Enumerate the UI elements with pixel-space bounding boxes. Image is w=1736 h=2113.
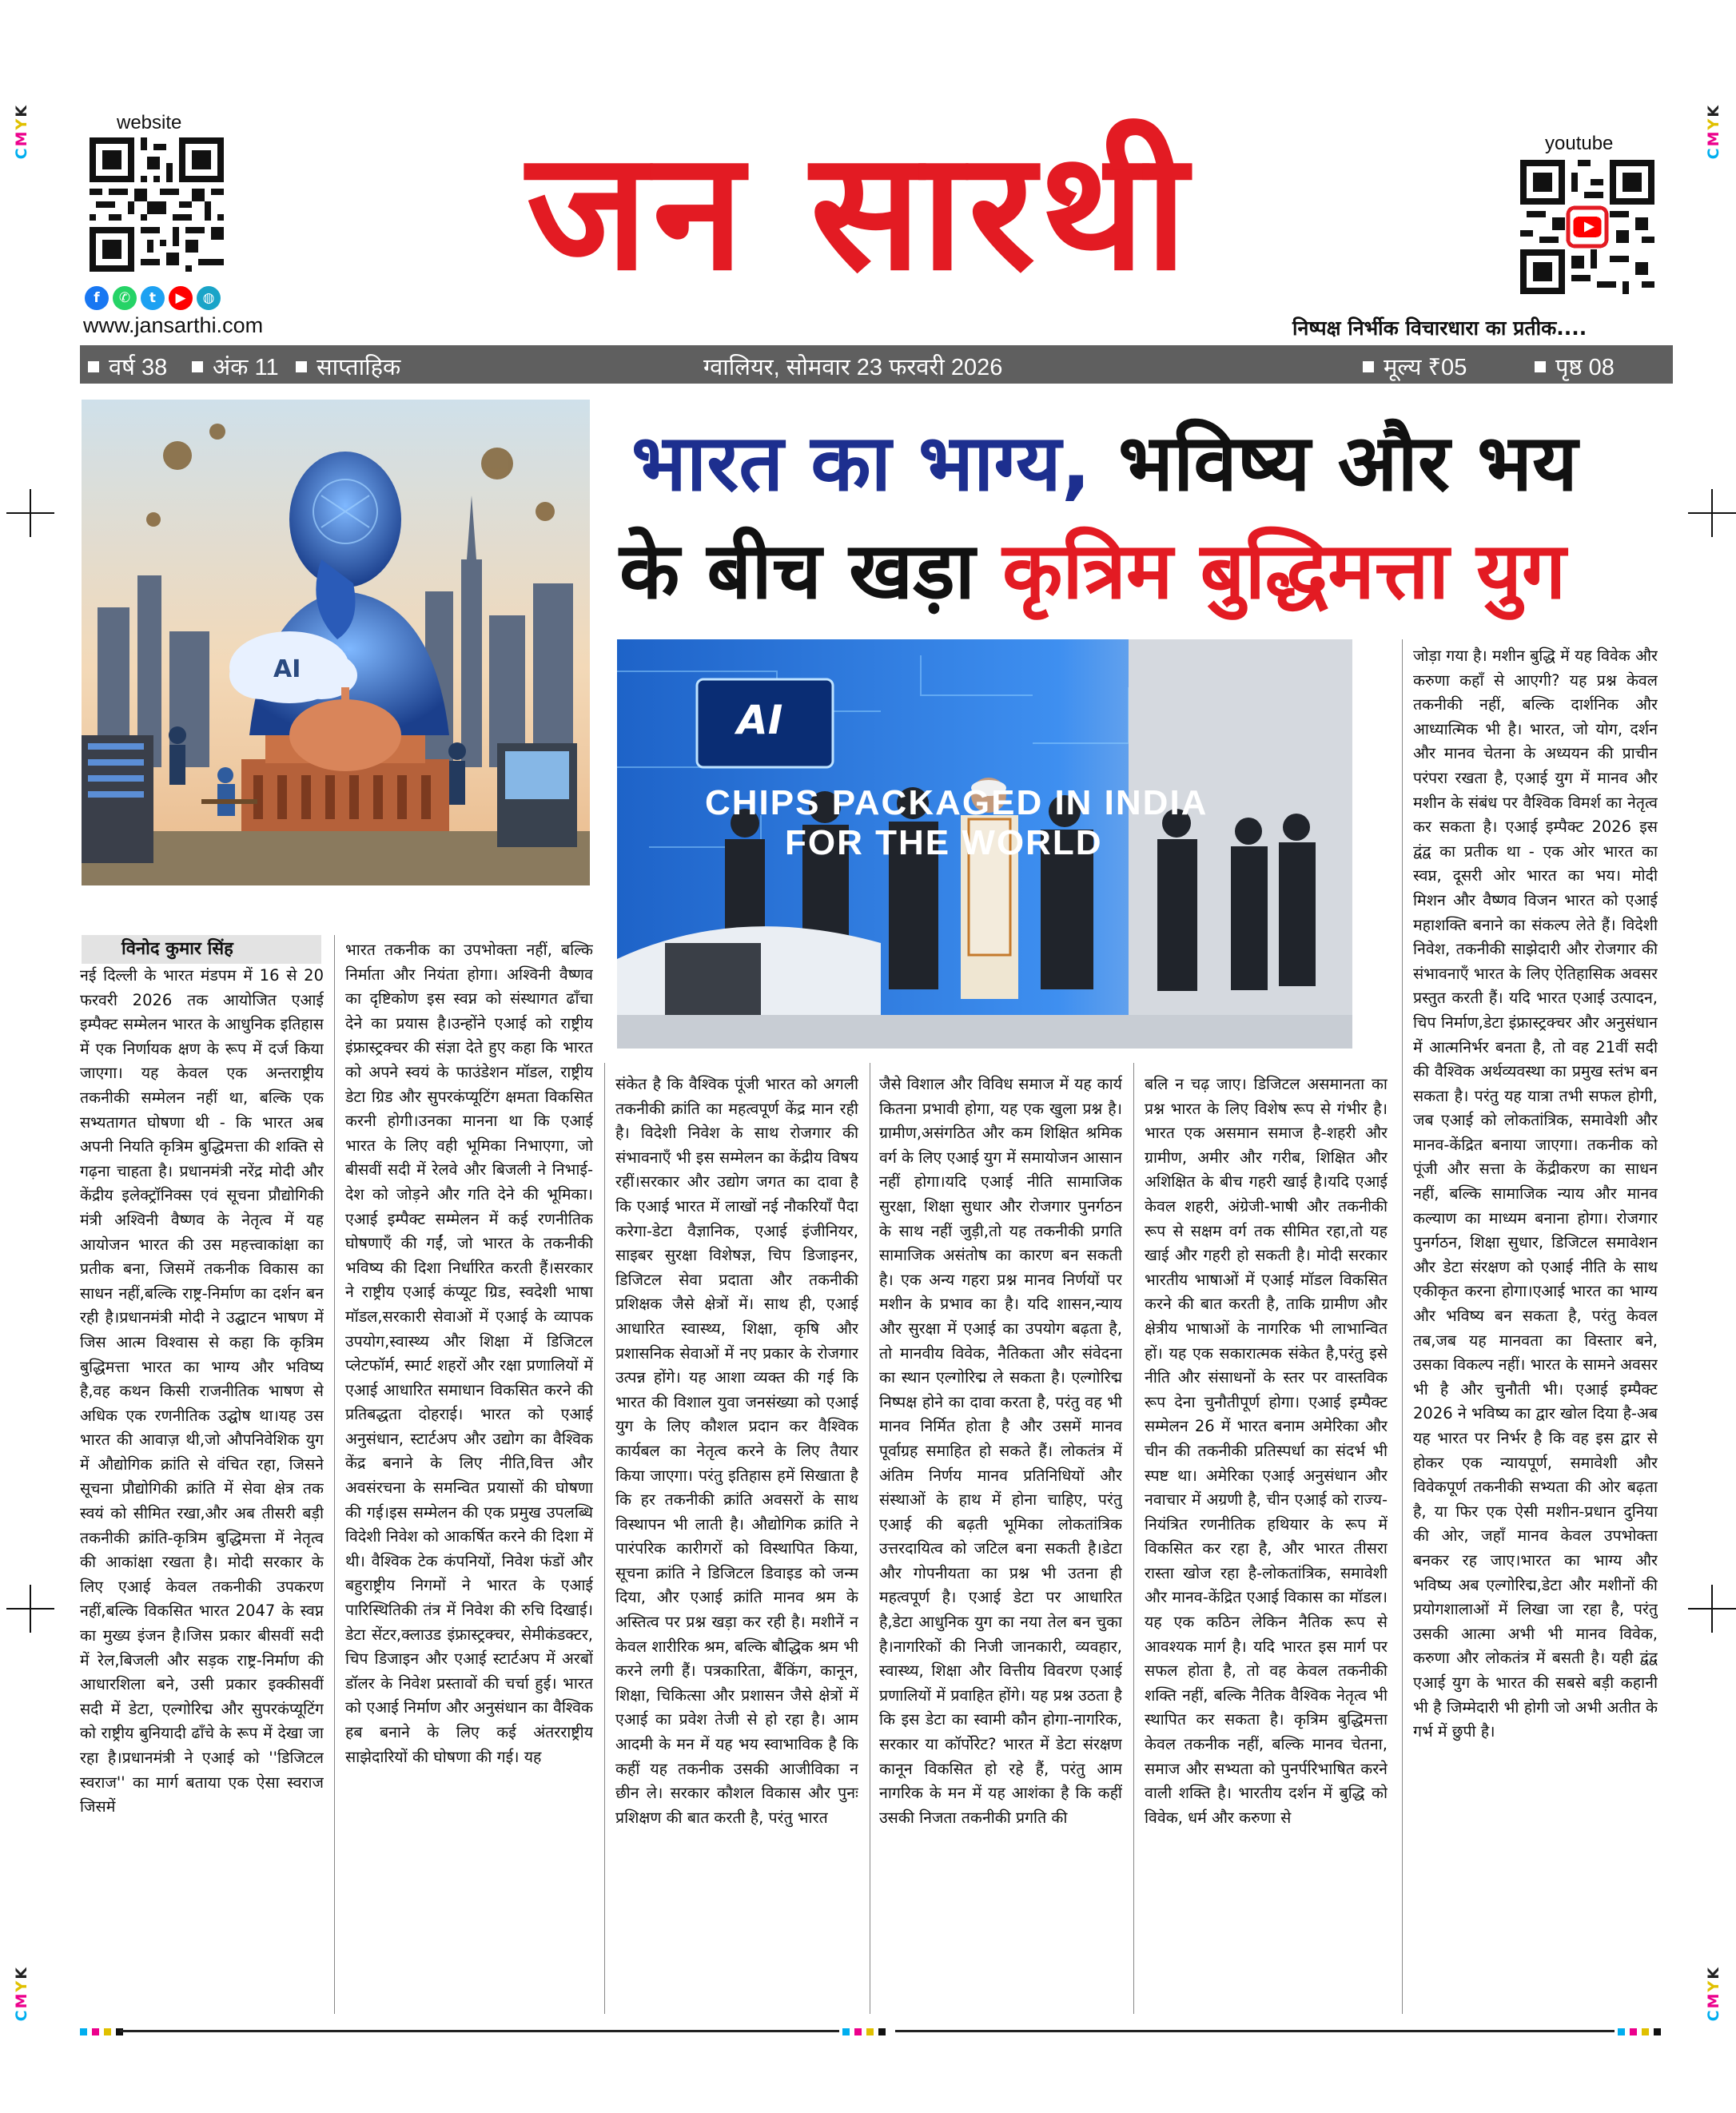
headline-line-2	[619, 519, 1674, 623]
twitter-icon[interactable]: t	[141, 286, 165, 310]
headline-part-black: भविष्य और भय	[1118, 418, 1578, 509]
cmyk-mark-bottom-left: CMYK	[13, 1966, 30, 2022]
tagline: निष्पक्ष निर्भीक विचारधारा का प्रतीक....	[1292, 316, 1587, 340]
cmyk-mark-bottom-right: CMYK	[1705, 1966, 1722, 2022]
newspaper-title: जन सारथी	[526, 117, 1193, 307]
photo-banner-line-2: FOR THE WORLD	[785, 823, 1103, 862]
headline-line-1	[631, 412, 1670, 515]
bottom-rule	[120, 2030, 839, 2032]
youtube-icon[interactable]: ▶	[169, 286, 193, 310]
frequency-info: साप्ताहिक	[296, 351, 400, 382]
bottom-rule	[895, 2030, 1615, 2032]
cmyk-mark-top-right: CMYK	[1705, 104, 1722, 160]
article-column-5: बलि न चढ़ जाए। डिजिटल असमानता का प्रश्न भारत के लिए विशेष रूप से गंभीर है। भारत एक असमान समाज है-शहरी और ग्रामीण, अमीर और गरीब, शिक्षित और अशिक्षित के बीच गहरी खाई है।यदि एआई केवल शहरी, अंग्रेजी-भाषी और तकनीकी रूप से सक्षम वर्ग तक सीमित रहा,तो यह खाई और गहरी हो सकती है। मोदी सरकार भारतीय भाषाओं में एआई मॉडल विकसित करने की बात करती है, ताकि ग्रामीण और क्षेत्रीय भाषाओं के नागरिक भी लाभान्वित हों। यह एक सकारात्मक संकेत है,परंतु इसे नीति और संसाधनों के स्तर पर वास्तविक रूप देना चुनौतीपूर्ण होगा। एआई इम्पैक्ट सम्मेलन 26 में भारत बनाम अमेरिका और चीन की तकनीकी प्रतिस्पर्धा का संदर्भ भी स्पष्ट था। अमेरिका एआई अनुसंधान और नवाचार में अग्रणी है, चीन एआई को राज्य-नियंत्रित रणनीतिक हथियार के रूप में विकसित कर रहा है, और भारत तीसरा रास्ता खोज रहा है-लोकतांत्रिक, समावेशी और मानव-केंद्रित एआई विकास का मॉडल। यह एक कठिन लेकिन नैतिक रूप से आवश्यक मार्ग है। यदि भारत इस मार्ग पर सफल होता है, तो वह केवल तकनीकी शक्ति नहीं, बल्कि नैतिक वैश्विक नेतृत्व भी स्थापित कर सकता है। कृत्रिम बुद्धिमत्ता केवल तकनीक नहीं, बल्कि मानव चेतना, समाज और सभ्यता को पुनर्परिभाषित करने वाली शक्ति है। भारतीय दर्शन में बुद्धि को विवेक, धर्म और करुणा से	[1145, 1075, 1388, 1827]
youtube-label: youtube	[1545, 133, 1614, 154]
social-icons	[85, 286, 221, 310]
column-divider	[334, 935, 335, 2014]
headline-part-blue: भारत का भाग्य,	[631, 418, 1091, 509]
website-qr-code[interactable]	[90, 137, 224, 272]
pages-info: पृष्ठ 08	[1535, 351, 1615, 382]
issue-info: अंक 11	[192, 351, 279, 382]
color-bar-center	[842, 2028, 886, 2035]
headline-part-red: कृत्रिम बुद्धिमत्ता युग	[1002, 526, 1567, 617]
registration-mark	[6, 489, 54, 537]
year-info: वर्ष 38	[88, 351, 167, 382]
photo-ai-sign: AI	[737, 697, 783, 743]
ai-cloud-badge: AI	[273, 655, 301, 683]
issue-info-bar	[80, 345, 1673, 384]
article-column-6: जोड़ा गया है। मशीन बुद्धि में यह विवेक और करुणा कहाँ से आएगी? यह प्रश्न केवल तकनीकी नहीं, बल्कि दार्शनिक और आध्यात्मिक भी है। भारत, जो योग, दर्शन और मानव चेतना के अध्ययन की प्राचीन परंपरा रखता है, एआई युग में मानव और मशीन के संबंध पर वैश्विक विमर्श का नेतृत्व कर सकता है। एआई इम्पैक्ट 2026 इस द्वंद्व का प्रतीक था - एक ओर भारत का स्वप्न, दूसरी ओर भारत का भय। मोदी मिशन और वैष्णव विजन भारत को एआई महाशक्ति बनाने का संकल्प लेते हैं। विदेशी निवेश, तकनीकी साझेदारी और रोजगार की संभावनाएँ भारत के लिए ऐतिहासिक अवसर प्रस्तुत करती हैं। यदि भारत एआई उत्पादन, चिप निर्माण,डेटा इंफ्रास्ट्रक्चर और अनुसंधान में आत्मनिर्भर बनता है, तो वह 21वीं सदी की वैश्विक अर्थव्यवस्था का प्रमुख स्तंभ बन सकता है। परंतु यह यात्रा तभी सफल होगी, जब एआई को लोकतांत्रिक, समावेशी और मानव-केंद्रित बनाया जाएगा। तकनीक को पूंजी और सत्ता के केंद्रीकरण का साधन नहीं, बल्कि सामाजिक न्याय और मानव कल्याण का माध्यम बनाना होगा। रोजगार पुनर्गठन, शिक्षा सुधार, डिजिटल समावेशन और डेटा संरक्षण को एआई नीति के साथ एकीकृत करना होगा।एआई भारत का भाग्य और भविष्य बन सकता है, परंतु केवल तब,जब यह मानवता का विस्तार बने, उसका विकल्प नहीं। भारत के सामने अवसर भी है और चुनौती भी। एआई इम्पैक्ट 2026 ने भविष्य का द्वार खोल दिया है-अब यह भारत पर निर्भर है कि वह इस द्वार से होकर एक न्यायपूर्ण, समावेशी और विवेकपूर्ण तकनीकी सभ्यता की ओर बढ़ता है, या फिर एक ऐसी मशीन-प्रधान दुनिया की ओर, जहाँ मानव केवल उपभोक्ता बनकर रह जाए।भारत का भाग्य और भविष्य अब एल्गोरिद्म,डेटा और मशीनों की प्रयोगशालाओं में लिखा जा रहा है, परंतु उसकी आत्मा अभी भी मानव विवेक, करुणा और लोकतंत्र में बसती है। यही द्वंद्व एआई युग के भारत की सबसे बड़ी कहानी भी है जिम्मेदारी भी होगी जो अभी अतीत के गर्भ में छुपी है।	[1413, 647, 1658, 1741]
column-divider	[604, 1063, 605, 2014]
color-bar-left	[80, 2028, 123, 2035]
column-divider	[1402, 639, 1403, 2014]
place-date: ग्वालियर, सोमवार 23 फरवरी 2026	[703, 355, 1003, 380]
photo-banner-line-1: CHIPS PACKAGED IN INDIA	[705, 783, 1208, 822]
facebook-icon[interactable]: f	[85, 286, 109, 310]
color-bar-right	[1618, 2028, 1661, 2035]
registration-mark	[6, 1585, 54, 1633]
article-column-1: नई दिल्ली के भारत मंडपम में 16 से 20 फरवरी 2026 तक आयोजित एआई इम्पैक्ट सम्मेलन भारत के आधुनिक इतिहास में एक निर्णायक क्षण के रूप में दर्ज किया जाएगा। यह केवल एक अन्तराष्ट्रीय तकनीकी सम्मेलन नहीं था, बल्कि एक सभ्यतागत घोषणा थी - कि भारत अब अपनी नियति कृत्रिम बुद्धिमत्ता की शक्ति से गढ़ना चाहता है। प्रधानमंत्री नरेंद्र मोदी और केंद्रीय इलेक्ट्रॉनिक्स एवं सूचना प्रौद्योगिकी मंत्री अश्विनी वैष्णव के नेतृत्व में यह आयोजन भारत की उस महत्त्वाकांक्षा का प्रतीक बना, जिसमें तकनीक विकास का साधन नहीं,बल्कि राष्ट्र-निर्माण का दर्शन बन रही है।प्रधानमंत्री मोदी ने उद्घाटन भाषण में जिस आत्म विश्वास से कहा कि कृत्रिम बुद्धिमत्ता भारत का भाग्य और भविष्य है,वह कथन किसी राजनीतिक भाषण से अधिक एक रणनीतिक उद्घोष था।यह उस भारत की आवाज़ थी,जो औपनिवेशिक युग में औद्योगिक क्रांति से वंचित रहा, जिसने सूचना प्रौद्योगिकी क्रांति में सेवा क्षेत्र तक स्वयं को सीमित रखा,और अब तीसरी बड़ी तकनीकी क्रांति-कृत्रिम बुद्धिमत्ता में नेतृत्व की आकांक्षा रखता है। मोदी सरकार के लिए एआई केवल तकनीकी उपकरण नहीं,बल्कि विकसित भारत 2047 के स्वप्न का मुख्य इंजन है।जिस प्रकार बीसवीं सदी में रेल,बिजली और सड़क राष्ट्र-निर्माण की आधारशिला बने, उसी प्रकार इक्कीसवीं सदी में डेटा, एल्गोरिद्म और सुपरकंप्यूटिंग को राष्ट्रीय बुनियादी ढाँचे के रूप में देखा जा रहा है।प्रधानमंत्री ने एआई को ''डिजिटल स्वराज'' का मार्ग बताया एक ऐसा स्वराज जिसमें	[80, 966, 324, 1817]
article-column-4: जैसे विशाल और विविध समाज में यह कार्य कितना प्रभावी होगा, यह एक खुला प्रश्न है। ग्रामीण,असंगठित और कम शिक्षित श्रमिक वर्ग के लिए एआई युग में समायोजन आसान नहीं होगा।यदि एआई नीति सामाजिक सुरक्षा, शिक्षा सुधार और रोजगार पुनर्गठन के साथ नहीं जुड़ी,तो यह तकनीकी प्रगति सामाजिक असंतोष का कारण बन सकती है। एक अन्य गहरा प्रश्न मानव निर्णयों पर मशीन के प्रभाव का है। यदि शासन,न्याय और सुरक्षा में एआई का उपयोग बढ़ता है, तो मानवीय विवेक, नैतिकता और संवेदना का स्थान एल्गोरिद्म ले सकता है। एल्गोरिद्म निष्पक्ष होने का दावा करता है, परंतु वह भी मानव निर्मित होता है और उसमें मानव पूर्वाग्रह समाहित हो सकते हैं। लोकतंत्र में अंतिम निर्णय मानव प्रतिनिधियों और संस्थाओं के हाथ में होना चाहिए, परंतु एआई की बढ़ती भूमिका लोकतांत्रिक उत्तरदायित्व को जटिल बना सकती है।डेटा और गोपनीयता का प्रश्न भी उतना ही महत्वपूर्ण है। एआई डेटा पर आधारित है,डेटा आधुनिक युग का नया तेल बन चुका है।नागरिकों की निजी जानकारी, व्यवहार, स्वास्थ्य, शिक्षा और वित्तीय विवरण एआई प्रणालियों में प्रवाहित होंगे। यह प्रश्न उठता है कि इस डेटा का स्वामी कौन होगा-नागरिक, सरकार या कॉर्पोरेट? भारत में डेटा संरक्षण कानून विकसित हो रहे हैं, परंतु आम नागरिक के मन में यह आशंका है कि कहीं उसकी निजता तकनीकी प्रगति की	[879, 1075, 1122, 1827]
headline-part-black-2: के बीच खड़ा	[619, 526, 976, 617]
price-info: मूल्य ₹05	[1363, 351, 1467, 382]
website-label: website	[117, 112, 182, 133]
ai-illustration	[82, 400, 590, 885]
whatsapp-icon[interactable]: ✆	[113, 286, 137, 310]
column-divider	[1133, 1063, 1134, 2014]
globe-icon[interactable]: ◍	[197, 286, 221, 310]
website-url[interactable]: www.jansarthi.com	[83, 313, 264, 337]
news-photo	[617, 639, 1352, 1049]
article-column-3: संकेत है कि वैश्विक पूंजी भारत को अगली तकनीकी क्रांति का महत्वपूर्ण केंद्र मान रही है। विदेशी निवेश के साथ रोजगार की संभावनाएँ भी इस सम्मेलन का केंद्रीय विषय रहीं।सरकार और उद्योग जगत का दावा है कि एआई भारत में लाखों नई नौकरियाँ पैदा करेगा-डेटा वैज्ञानिक, एआई इंजीनियर, साइबर सुरक्षा विशेषज्ञ, चिप डिजाइनर, डिजिटल सेवा प्रदाता और तकनीकी प्रशिक्षक जैसे क्षेत्रों में। साथ ही, एआई आधारित स्वास्थ्य, शिक्षा, कृषि और प्रशासनिक सेवाओं में नए प्रकार के रोजगार उत्पन्न होंगे। यह आशा व्यक्त की गई कि भारत की विशाल युवा जनसंख्या को एआई युग के लिए कौशल प्रदान कर वैश्विक कार्यबल का नेतृत्व करने के लिए तैयार किया जाएगा। परंतु इतिहास हमें सिखाता है कि हर तकनीकी क्रांति अवसरों के साथ विस्थापन भी लाती है। औद्योगिक क्रांति ने पारंपरिक कारीगरों को विस्थापित किया, सूचना क्रांति ने डिजिटल डिवाइड को जन्म दिया, और एआई क्रांति मानव श्रम के अस्तित्व पर प्रश्न खड़ा कर रही है। मशीनें न केवल शारीरिक श्रम, बल्कि बौद्धिक श्रम भी करने लगी हैं। पत्रकारिता, बैंकिंग, कानून, शिक्षा, चिकित्सा और प्रशासन जैसे क्षेत्रों में एआई का प्रवेश तेजी से हो रहा है। आम आदमी के मन में यह भय स्वाभाविक है कि कहीं यह तकनीक उसकी आजीविका न छीन ले। सरकार कौशल विकास और पुनः प्रशिक्षण की बात करती है, परंतु भारत	[615, 1075, 858, 1827]
byline: विनोद कुमार सिंह	[82, 935, 321, 964]
cmyk-mark-top-left: CMYK	[13, 104, 30, 160]
registration-mark	[1688, 1585, 1736, 1633]
youtube-qr-code[interactable]	[1520, 160, 1654, 294]
article-column-2: भारत तकनीक का उपभोक्ता नहीं, बल्कि निर्माता और नियंता होगा। अश्विनी वैष्णव का दृष्टिकोण इस स्वप्न को संस्थागत ढाँचा देने का प्रयास है।उन्होंने एआई को राष्ट्रीय इंफ्रास्ट्रक्चर की संज्ञा देते हुए कहा कि भारत को अपने स्वयं के फाउंडेशन मॉडल, राष्ट्रीय डेटा ग्रिड और सुपरकंप्यूटिंग क्षमता विकसित करनी होगी।उनका मानना था कि एआई भारत के लिए वही भूमिका निभाएगा, जो बीसवीं सदी में रेलवे और बिजली ने निभाई-देश को जोड़ने और गति देने की भूमिका। एआई इम्पैक्ट सम्मेलन में कई रणनीतिक घोषणाएँ की गईं, जो भारत के तकनीकी भविष्य की दिशा निर्धारित करती हैं।सरकार ने राष्ट्रीय एआई कंप्यूट ग्रिड, स्वदेशी भाषा मॉडल,सरकारी सेवाओं में एआई के व्यापक उपयोग,स्वास्थ्य और शिक्षा में डिजिटल प्लेटफॉर्म, स्मार्ट शहरों और रक्षा प्रणालियों में एआई आधारित समाधान विकसित करने की प्रतिबद्धता दोहराई। भारत को एआई अनुसंधान, स्टार्टअप और उद्योग का वैश्विक केंद्र बनाने के लिए नीति,वित्त और अवसंरचना के समन्वित प्रयासों की घोषणा की गई।इस सम्मेलन की एक प्रमुख उपलब्धि विदेशी निवेश को आकर्षित करने की दिशा में थी। वैश्विक टेक कंपनियों, निवेश फंडों और बहुराष्ट्रीय निगमों ने भारत के एआई पारिस्थितिकी तंत्र में निवेश की रुचि दिखाई।डेटा सेंटर,क्लाउड इंफ्रास्ट्रक्चर, सेमीकंडक्टर, चिप डिजाइन और एआई स्टार्टअप में अरबों डॉलर के निवेश प्रस्तावों की चर्चा हुई। भारत को एआई निर्माण और अनुसंधान का वैश्विक हब बनाने के लिए कई अंतरराष्ट्रीय साझेदारियों की घोषणा की गई। यह	[345, 941, 593, 1766]
registration-mark	[1688, 489, 1736, 537]
